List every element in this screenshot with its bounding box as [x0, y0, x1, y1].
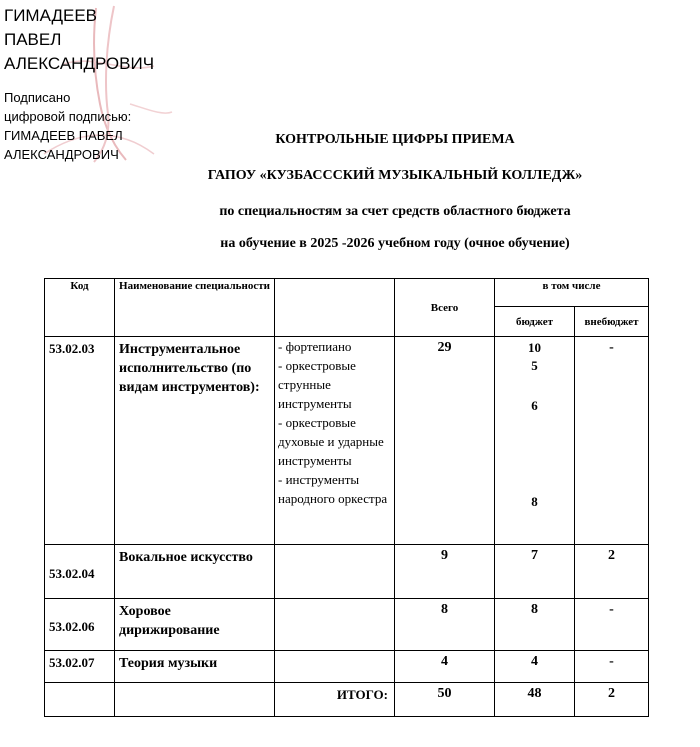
- table-header-row: [45, 279, 649, 307]
- header-including: в том числе: [495, 279, 649, 307]
- institution-name: ГАПОУ «КУЗБАСССКИЙ МУЗЫКАЛЬНЫЙ КОЛЛЕДЖ»: [207, 168, 583, 183]
- budget-value: 8: [495, 599, 575, 651]
- table-row: [45, 545, 649, 599]
- grand-extra-budget-value: 2: [575, 683, 649, 717]
- table-row: [45, 337, 649, 545]
- total-value: 8: [395, 599, 495, 651]
- table-row: [45, 651, 649, 683]
- grand-total-value: 50: [395, 683, 495, 717]
- header-total: Всего: [395, 279, 495, 337]
- specialty-name: Хоровое дирижирование: [115, 599, 275, 651]
- specialty-code: 53.02.07: [45, 651, 115, 683]
- extra-budget-value: 2: [575, 545, 649, 599]
- signer-name-line: АЛЕКСАНДРОВИЧ: [4, 54, 155, 73]
- total-value: 9: [395, 545, 495, 599]
- budget-value: 8: [531, 494, 538, 509]
- header-code: Код: [45, 279, 115, 337]
- budget-value: 6: [531, 398, 538, 413]
- header-budget: бюджет: [495, 307, 575, 337]
- blank-cell: [275, 599, 395, 651]
- signer-name: [4, 4, 154, 76]
- instrument-item: - инструменты народного оркестра: [278, 472, 388, 506]
- budget-value: 7: [495, 545, 575, 599]
- specialty-name: Инструментальное исполнительство (по видам инструментов):: [115, 337, 275, 545]
- blank-cell: [45, 683, 115, 717]
- admission-quota-table: [44, 278, 649, 717]
- blank-cell: [275, 651, 395, 683]
- blank-cell: [275, 545, 395, 599]
- extra-budget-value: -: [575, 337, 649, 545]
- budget-value: 5: [531, 358, 538, 373]
- document-title: КОНТРОЛЬНЫЕ ЦИФРЫ ПРИЕМА: [275, 132, 515, 147]
- signer-name-line: ГИМАДЕЕВ: [4, 6, 98, 25]
- instrument-item: - фортепиано: [278, 339, 352, 354]
- specialty-name: Вокальное искусство: [115, 545, 275, 599]
- total-value: 4: [395, 651, 495, 683]
- blank-cell: [115, 683, 275, 717]
- header-blank: [275, 279, 395, 337]
- signature-note-line: Подписано: [4, 90, 71, 105]
- table-row: [45, 599, 649, 651]
- signature-note-line: цифровой подписью:: [4, 109, 132, 124]
- budget-value: 4: [495, 651, 575, 683]
- header-specialty: Наименование специальности: [115, 279, 275, 337]
- signature-note-line: АЛЕКСАНДРОВИЧ: [4, 147, 119, 162]
- specialty-code: 53.02.04: [45, 545, 115, 599]
- extra-budget-value: -: [575, 651, 649, 683]
- totals-row: [45, 683, 649, 717]
- signer-name-line: ПАВЕЛ: [4, 30, 62, 49]
- signature-note-line: ГИМАДЕЕВ ПАВЕЛ: [4, 128, 123, 143]
- instrument-item: - оркестровые духовые и ударные инструменты: [278, 415, 384, 468]
- budget-breakdown: [495, 337, 575, 545]
- funding-subtitle: по специальностям за счет средств областного бюджета: [219, 204, 571, 219]
- header-extra-budget: внебюджет: [575, 307, 649, 337]
- instrument-item: - оркестровые струнные инструменты: [278, 358, 356, 411]
- extra-budget-value: -: [575, 599, 649, 651]
- total-value: 29: [395, 337, 495, 545]
- academic-year-subtitle: на обучение в 2025 -2026 учебном году (очное обучение): [220, 236, 570, 251]
- specialty-code: 53.02.06: [45, 599, 115, 651]
- specialty-name: Теория музыки: [115, 651, 275, 683]
- budget-value: 10: [528, 340, 541, 355]
- totals-label: ИТОГО:: [275, 683, 395, 717]
- specialty-code: 53.02.03: [45, 337, 115, 545]
- grand-budget-value: 48: [495, 683, 575, 717]
- signature-note: [4, 88, 131, 164]
- instrument-list: [275, 337, 395, 545]
